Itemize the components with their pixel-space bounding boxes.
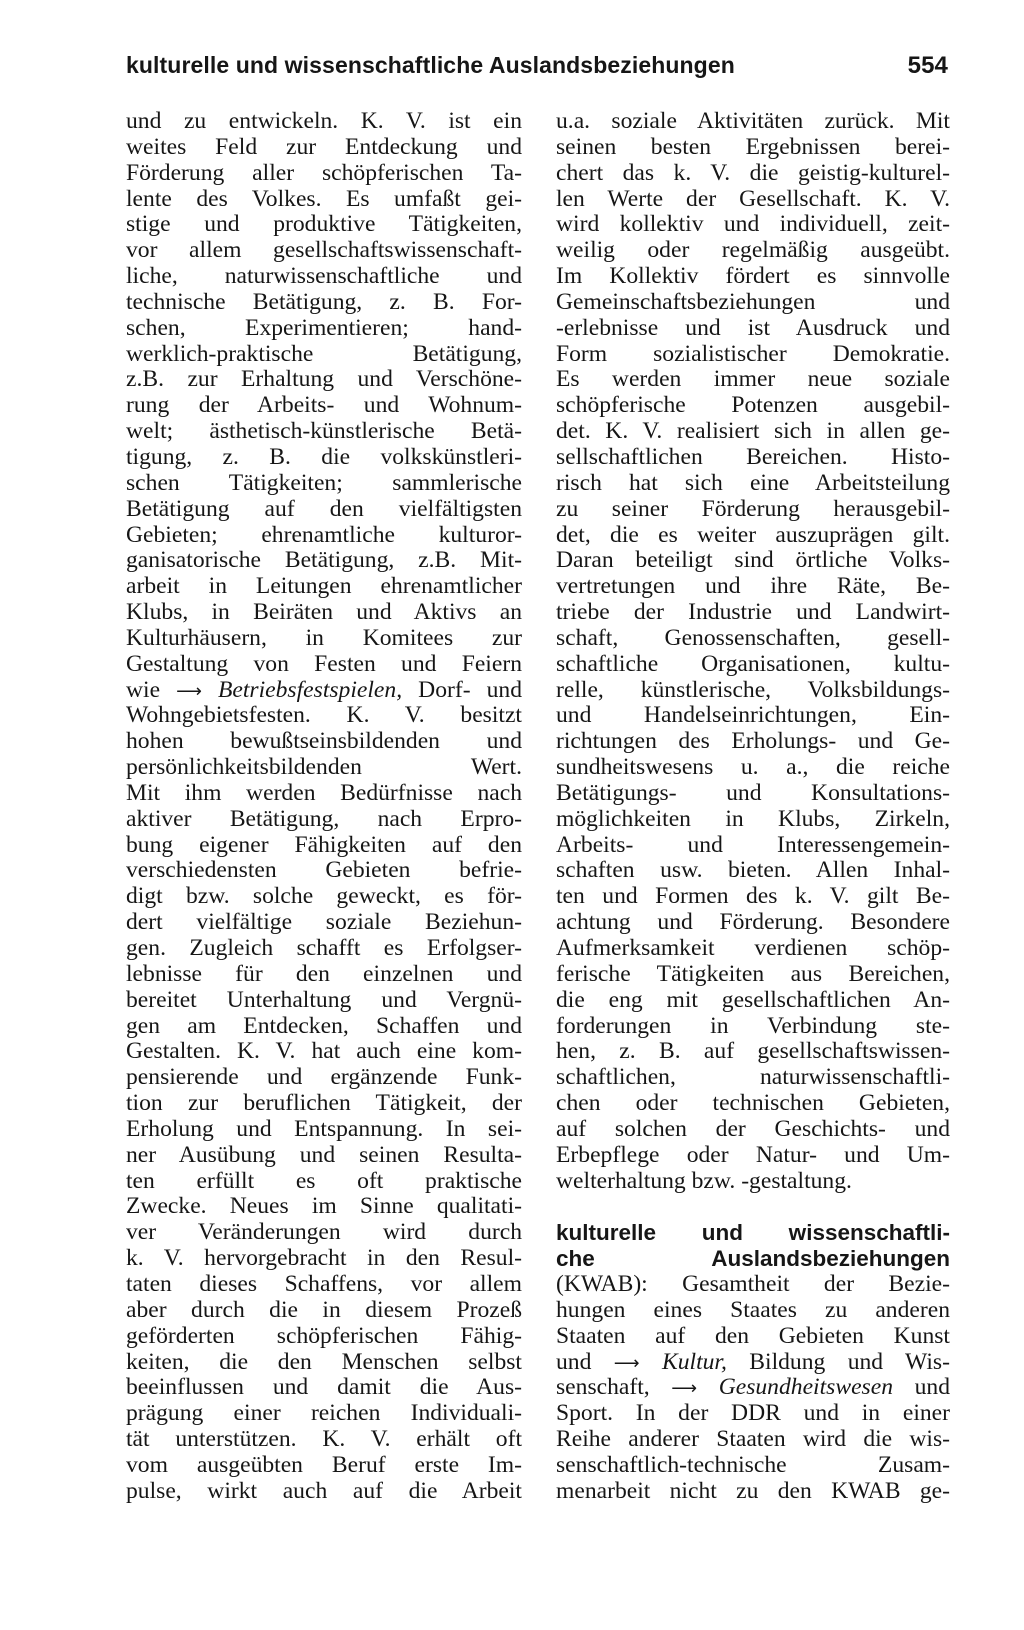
text-line-crossref [126,678,522,704]
text-line: schaften usw. bieten. Allen Inhal- [556,857,950,884]
text-line: pensierende und ergänzende Funk- [126,1064,522,1091]
text-line: lente des Volkes. Es umfaßt gei- [126,185,522,212]
text-line: Gestalten. K. V. hat auch eine kom- [126,1038,522,1065]
text-line: keiten, die den Menschen selbst [126,1348,522,1375]
text-line: persönlichkeitsbildenden Wert. [126,754,522,781]
text-line: schaftlichen, naturwissenschaftli- [556,1064,950,1091]
text-line: Betätigung auf den vielfältigsten [126,495,522,522]
text-line: beeinflussen und damit die Aus- [126,1374,522,1401]
text-line: sellschaftlichen Bereichen. Histo- [556,443,950,470]
text-line: Wohngebietsfesten. K. V. besitzt [126,702,522,729]
text-line: sundheitswesens u. a., die reiche [556,754,950,781]
arrow-icon: ⟶ [176,680,202,702]
text-line: seinen besten Ergebnissen berei- [556,133,950,160]
text-line: technische Betätigung, z. B. For- [126,288,522,315]
text-line: risch hat sich eine Arbeitsteilung [556,469,950,496]
text-line: hen, z. B. auf gesellschaftswissen- [556,1038,950,1065]
line-word: wie [126,676,161,703]
text-line: arbeit in Leitungen ehrenamtlicher [126,573,522,600]
text-line: Es werden immer neue soziale [556,366,950,393]
text-line: ganisatorische Betätigung, z.B. Mit- [126,547,522,574]
text-line: Mit ihm werden Bedürfnisse nach [126,779,522,806]
text-line: ten und Formen des k. V. gilt Be- [556,883,950,910]
text-line: hohen bewußtseinsbildenden und [126,728,522,755]
text-line: hungen eines Staates zu anderen [556,1296,950,1323]
crossref-gesundheitswesen[interactable]: Gesundheitswesen [718,1374,893,1401]
text-line: aktiver Betätigung, nach Erpro- [126,805,522,832]
text-line: werklich-praktische Betätigung, [126,340,522,367]
right-column [556,109,950,1505]
text-line: lebnisse für den einzelnen und [126,960,522,987]
text-line: möglichkeiten in Klubs, Zirkeln, [556,805,950,832]
text-line: die eng mit gesellschaftlichen An- [556,986,950,1013]
text-line: bereitet Unterhaltung und Vergnü- [126,986,522,1013]
text-line: Gemeinschaftsbeziehungen und [556,288,950,315]
text-line: Erholung und Entspannung. In sei- [126,1115,522,1142]
text-line: ner Ausübung und seinen Resulta- [126,1141,522,1168]
text-line: forderungen in Verbindung ste- [556,1012,950,1039]
text-line: vor allem gesellschaftswissenschaft- [126,237,522,264]
text-line: Staaten auf den Gebieten Kunst [556,1322,950,1349]
entry-heading: kulturelle und wissenschaftli- [556,1220,950,1246]
text-line: Erbepflege oder Natur- und Um- [556,1141,950,1168]
text-line: (KWAB): Gesamtheit der Bezie- [556,1270,950,1297]
text-line: gen am Entdecken, Schaffen und [126,1012,522,1039]
text-line: ten erfüllt es oft praktische [126,1167,522,1194]
text-line: und Handelseinrichtungen, Ein- [556,702,950,729]
text-line: Betätigungs- und Konsultations- [556,779,950,806]
text-line: Gestaltung von Festen und Feiern [126,650,522,677]
text-line: Kulturhäusern, in Komitees zur [126,624,522,651]
text-line: aber durch die in diesem Prozeß [126,1296,522,1323]
text-line: triebe der Industrie und Landwirt- [556,599,950,626]
line-word: Dorf- und [418,676,522,703]
text-line: len Werte der Gesellschaft. K. V. [556,185,950,212]
text-line: richtungen des Erholungs- und Ge- [556,728,950,755]
text-line: vertretungen und ihre Räte, Be- [556,573,950,600]
text-line: rung der Arbeits- und Wohnum- [126,392,522,419]
text-line: digt bzw. solche geweckt, es för- [126,883,522,910]
line-word: und [914,1374,950,1401]
text-line: weites Feld zur Entdeckung und [126,133,522,160]
crossref-betriebsfestspielen[interactable]: Betriebsfestspielen, [217,676,403,703]
text-line: schaftliche Organisationen, kultu- [556,650,950,677]
text-line: taten dieses Schaffens, vor allem [126,1270,522,1297]
text-line-crossref [556,1350,950,1376]
text-line: dert vielfältige soziale Beziehun- [126,909,522,936]
text-line: senschaftlich-technische Zusam- [556,1451,950,1478]
text-line: Daran beteiligt sind örtliche Volks- [556,547,950,574]
line-word: senschaft, [556,1374,650,1401]
text-line: Reihe anderer Staaten wird die wis- [556,1426,950,1453]
line-word: und [556,1348,592,1375]
text-line: auf solchen der Geschichts- und [556,1115,950,1142]
text-line: stige und produktive Tätigkeiten, [126,211,522,238]
text-line: und zu entwickeln. K. V. ist ein [126,108,522,134]
text-line: chen oder technischen Gebieten, [556,1090,950,1117]
text-line: Form sozialistischer Demokratie. [556,340,950,367]
heading-word: che [556,1246,595,1272]
text-line: prägung einer reichen Individuali- [126,1400,522,1427]
text-line: chert das k. V. die geistig-kulturel- [556,159,950,186]
text-line: z.B. zur Erhaltung und Verschöne- [126,366,522,393]
text-line: vom ausgeübten Beruf erste Im- [126,1451,522,1478]
entry-spacer [556,1194,950,1220]
text-line: Im Kollektiv fördert es sinnvolle [556,263,950,290]
text-line: relle, künstlerische, Volksbildungs- [556,676,950,703]
text-line: gen. Zugleich schafft es Erfolgser- [126,935,522,961]
text-line: achtung und Förderung. Besondere [556,909,950,936]
page-number: 554 [907,52,948,79]
text-line: welt; ästhetisch-künstlerische Betä- [126,418,522,445]
text-line: schen Tätigkeiten; sammlerische [126,469,522,496]
crossref-kultur[interactable]: Kultur, [661,1348,727,1375]
text-line: schen, Experimentieren; hand- [126,314,522,341]
text-line: schöpferische Potenzen ausgebil- [556,392,950,419]
header-title: kulturelle und wissenschaftliche Auslandsbeziehungen [126,52,735,78]
line-word: Bildung und Wis- [749,1348,950,1375]
text-line: bung eigener Fähigkeiten auf den [126,831,522,858]
text-line: welterhaltung bzw. -gestaltung. [556,1167,852,1194]
text-line-crossref [556,1375,950,1401]
text-line: det, die es weiter auszuprägen gilt. [556,521,950,548]
running-header [126,52,948,86]
text-line: schaft, Genossenschaften, gesell- [556,624,950,651]
text-line: tion zur beruflichen Tätigkeit, der [126,1090,522,1117]
text-line: geförderten schöpferischen Fähig- [126,1322,522,1349]
text-line: u.a. soziale Aktivitäten zurück. Mit [556,108,950,134]
entry-heading-cont [556,1246,950,1272]
text-line: Arbeits- und Interessengemein- [556,831,950,858]
arrow-icon: ⟶ [671,1378,698,1400]
heading-word: Auslandsbeziehungen [711,1246,950,1272]
text-line: Gebieten; ehrenamtliche kulturor- [126,521,522,548]
text-line: zu seiner Förderung herausgebil- [556,495,950,522]
text-line: weilig oder regelmäßig ausgeübt. [556,237,950,264]
text-line: k. V. hervorgebracht in den Resul- [126,1245,522,1272]
text-line: Zwecke. Neues im Sinne qualitati- [126,1193,522,1220]
text-line: Förderung aller schöpferischen Ta- [126,159,522,186]
text-line: ferische Tätigkeiten aus Bereichen, [556,960,950,987]
text-line: pulse, wirkt auch auf die Arbeit [126,1477,522,1504]
text-line: ver Veränderungen wird durch [126,1219,522,1246]
text-line: Klubs, in Beiräten und Aktivs an [126,599,522,626]
arrow-icon: ⟶ [613,1352,640,1374]
text-line: Aufmerksamkeit verdienen schöp- [556,935,950,961]
left-column [126,109,522,1505]
text-line: liche, naturwissenschaftliche und [126,263,522,290]
text-line: verschiedensten Gebieten befrie- [126,857,522,884]
text-line: tät unterstützen. K. V. erhält oft [126,1426,522,1453]
text-line: -erlebnisse und ist Ausdruck und [556,314,950,341]
text-line: Sport. In der DDR und in einer [556,1400,950,1427]
text-line: wird kollektiv und individuell, zeit- [556,211,950,238]
text-line: tigung, z. B. die volkskünstleri- [126,443,522,470]
text-line: det. K. V. realisiert sich in allen ge- [556,418,950,445]
text-line: menarbeit nicht zu den KWAB ge- [556,1477,950,1504]
